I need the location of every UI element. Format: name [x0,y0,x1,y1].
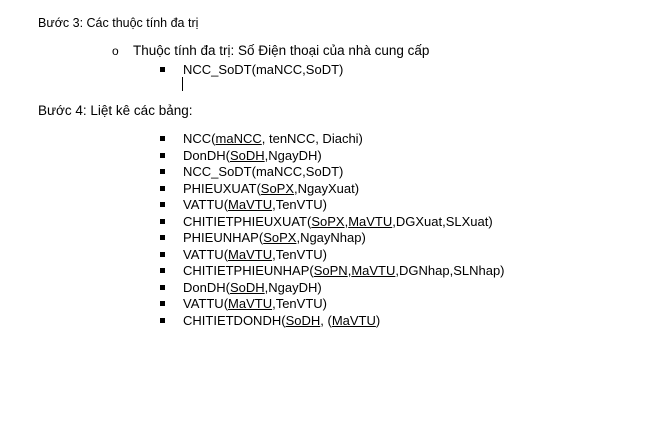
square-bullet-icon [160,235,165,240]
table-attributes: ,DGNhap,SLNhap) [395,263,505,278]
primary-key: SoDH [229,279,265,295]
table-name: PHIEUXUAT [183,180,257,196]
table-attributes: ,TenVTU) [272,197,327,212]
square-bullet-icon [160,301,165,306]
primary-key: SoPX [263,230,297,245]
square-bullet-icon [160,252,165,257]
primary-key: SoPN [313,263,348,278]
paren: ( [223,197,229,212]
square-bullet-icon [160,202,165,207]
table-name: CHITIETDONDH [183,312,282,328]
table-row [183,247,327,263]
table-attributes: ) [375,312,381,328]
table-name: CHITIETPHIEUXUAT( [183,213,312,229]
table-name: NCC [183,131,212,146]
table-row [183,148,322,164]
sub-bullet-text: Thuộc tính đa trị: Số Điện thoại của nhà cung cấp [133,43,430,58]
table-name: DonDH [183,279,226,295]
table-name: VATTU [183,296,224,311]
square-bullet-icon [160,67,165,72]
table-row [183,263,505,279]
primary-key: MaVTU [348,213,393,229]
table-row [183,296,327,312]
table-attributes: ,NgayDH) [264,147,322,163]
separator: , ( [320,312,332,328]
table-attributes: ,TenVTU) [272,296,327,311]
square-bullet-icon [160,285,165,290]
primary-key: maNCC [215,131,262,146]
primary-key: MaVTU [228,197,273,212]
table-name: VATTU [183,246,224,262]
paren: ( [211,131,216,146]
table-name: CHITIETPHIEUNHAP( [183,263,314,278]
paren: ( [281,312,286,328]
square-bullet-icon [160,169,165,174]
separator: , [344,213,349,229]
paren: ( [225,279,230,295]
square-bullet-icon [160,136,165,141]
square-bullet-icon [160,268,165,273]
table-name: PHIEUNHAP [183,230,259,245]
text-cursor [182,77,183,91]
paren: ( [258,230,264,245]
primary-key: SoDH [285,312,321,328]
table-attributes: ,DGXuat,SLXuat) [392,213,493,229]
table-attributes: ,TenVTU) [272,246,327,262]
table-row [183,280,322,296]
paren: ( [223,296,229,311]
primary-key: SoPX [311,213,345,229]
table-row [183,181,359,197]
primary-key: SoPX [260,180,295,196]
square-bullet-icon [160,186,165,191]
table-name: VATTU [183,197,224,212]
circle-bullet-icon: o [112,44,119,58]
table-row [183,197,327,213]
table-row [183,230,366,246]
primary-key: MaVTU [228,296,273,311]
primary-key: SoDH [229,147,265,163]
primary-key: MaVTU [228,246,273,262]
table-row [183,131,363,147]
list-item-text: NCC_SoDT(maNCC,SoDT) [183,62,344,77]
table-attributes: ,NgayDH) [264,279,322,295]
table-row [183,164,343,180]
list-item [183,62,343,78]
step3-heading: Bước 3: Các thuộc tính đa trị [38,16,199,30]
square-bullet-icon [160,153,165,158]
table-attributes: ,NgayXuat) [294,180,360,196]
paren: ( [223,246,229,262]
table-row [183,313,380,329]
step4-heading: Bước 4: Liệt kê các bảng: [38,103,193,118]
table-attributes: , tenNCC, Diachi) [261,131,363,146]
table-name: DonDH [183,147,226,163]
table-row [183,214,493,230]
table-name: NCC_SoDT(maNCC,SoDT) [183,164,344,179]
square-bullet-icon [160,318,165,323]
square-bullet-icon [160,219,165,224]
paren: ( [225,147,230,163]
separator: , [347,263,352,278]
primary-key: MaVTU [351,263,396,278]
paren: ( [256,180,261,196]
table-attributes: ,NgayNhap) [296,230,366,245]
primary-key: MaVTU [331,312,376,328]
sub-bullet-item [112,43,429,59]
